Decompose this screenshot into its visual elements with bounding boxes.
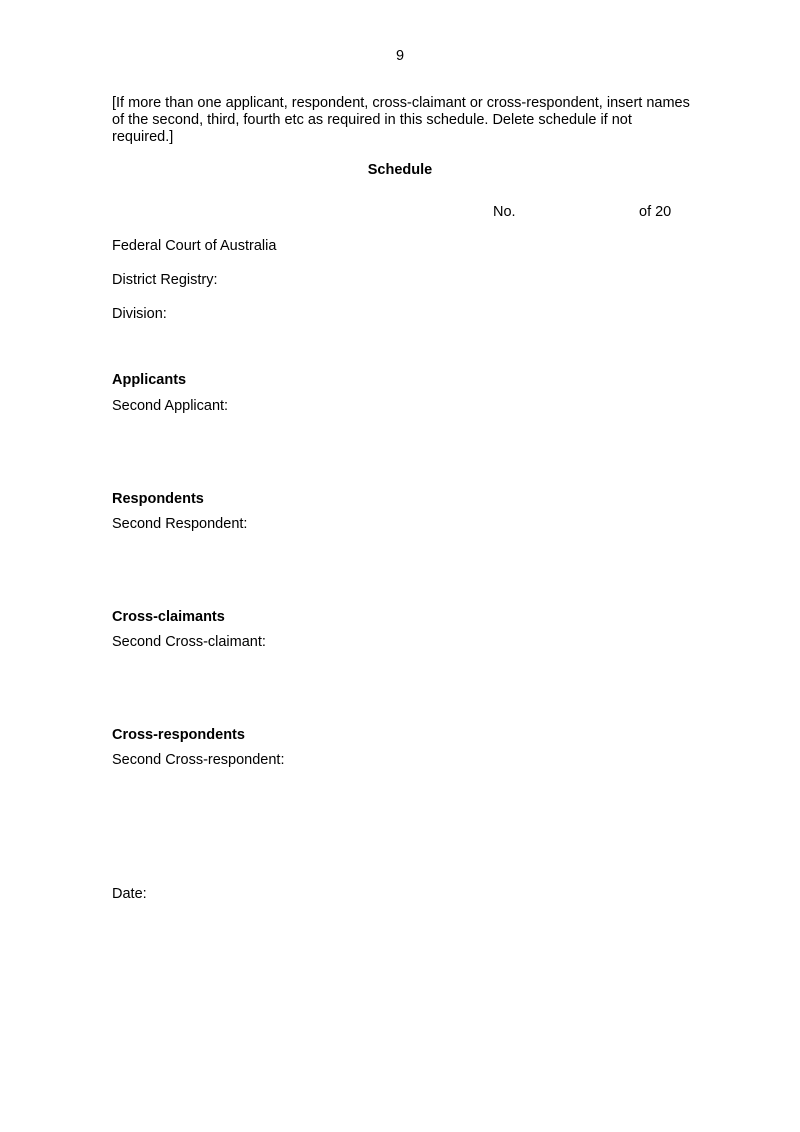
schedule-title: Schedule bbox=[367, 162, 433, 178]
district-registry-label: District Registry: bbox=[112, 272, 218, 288]
division-label: Division: bbox=[112, 306, 167, 322]
file-year-label: of 20 bbox=[639, 204, 672, 220]
date-label: Date: bbox=[112, 886, 147, 902]
second-cross-respondent-label: Second Cross-respondent: bbox=[112, 752, 285, 768]
court-name: Federal Court of Australia bbox=[112, 238, 277, 254]
second-cross-claimant-label: Second Cross-claimant: bbox=[112, 634, 266, 650]
respondents-heading: Respondents bbox=[112, 491, 204, 507]
applicants-heading: Applicants bbox=[112, 372, 187, 388]
instruction-note: [If more than one applicant, respondent, cross-claimant or cross-respondent, insert names of the second, third, fourth etc as required in this schedule. Delete schedule if not required.] bbox=[112, 95, 690, 145]
file-number-label: No. bbox=[493, 204, 516, 220]
page-number: 9 bbox=[395, 48, 405, 64]
second-applicant-label: Second Applicant: bbox=[112, 398, 229, 414]
cross-claimants-heading: Cross-claimants bbox=[112, 609, 225, 625]
second-respondent-label: Second Respondent: bbox=[112, 516, 248, 532]
cross-respondents-heading: Cross-respondents bbox=[112, 727, 245, 743]
